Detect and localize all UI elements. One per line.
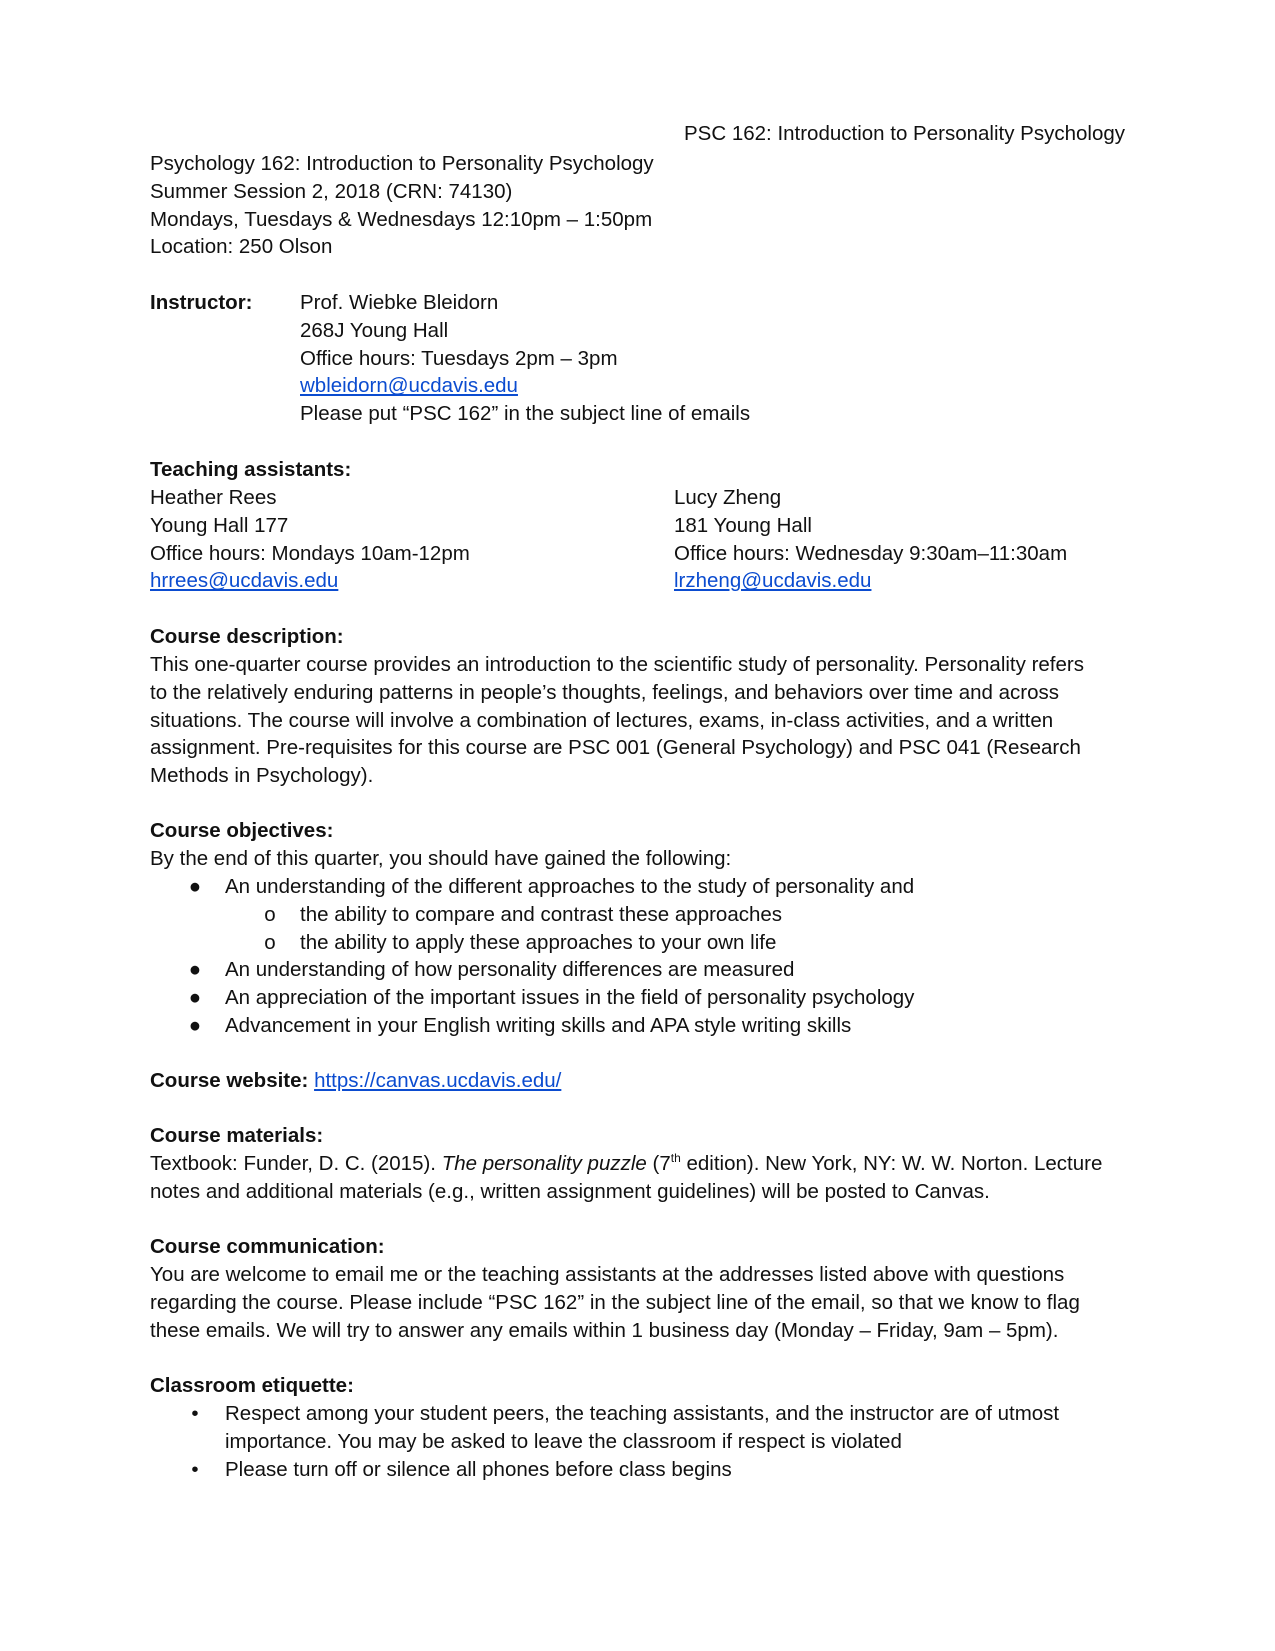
course-communication-text xyxy=(150,1261,1130,1344)
ta-section-title: Teaching assistants: xyxy=(150,458,352,481)
course-materials-line: notes and additional materials (e.g., written assignment guidelines) will be posted to Canvas. xyxy=(150,1180,990,1203)
bullet-icon: ● xyxy=(188,986,202,1010)
list-item: • Please turn off or silence all phones before class begins xyxy=(150,1456,1130,1484)
instructor-block xyxy=(300,289,750,428)
course-website-row xyxy=(150,1067,561,1095)
course-materials-line: Textbook: Funder, D. C. (2015). The personality puzzle (7th edition). New York, NY: W. W. Norton. Lecture xyxy=(150,1151,1103,1175)
sub-bullet-icon: o xyxy=(264,930,276,954)
paragraph-line: regarding the course. Please include “PSC 162” in the subject line of the email, so that we know to flag xyxy=(150,1290,1080,1314)
paragraph-line: to the relatively enduring patterns in people’s thoughts, feelings, and behaviors over time and across xyxy=(150,680,1060,704)
list-item: • Respect among your student peers, the teaching assistants, and the instructor are of utmost xyxy=(150,1400,1130,1428)
ta-name: Lucy Zheng xyxy=(674,486,782,509)
bullet-icon: ● xyxy=(188,1013,202,1037)
course-session: Summer Session 2, 2018 (CRN: 74130) xyxy=(150,179,513,203)
list-item: ● An appreciation of the important issues in the field of personality psychology xyxy=(150,984,1130,1012)
ta-card xyxy=(150,484,470,595)
course-objectives-title: Course objectives: xyxy=(150,819,334,842)
ta-hours: Office hours: Mondays 10am-12pm xyxy=(150,541,470,565)
course-info xyxy=(150,150,654,261)
ta-office: 181 Young Hall xyxy=(674,513,812,537)
course-description-text xyxy=(150,651,1130,790)
course-description-title: Course description: xyxy=(150,625,344,648)
ta-email-link[interactable]: hrrees@ucdavis.edu xyxy=(150,569,339,593)
paragraph-line: You are welcome to email me or the teaching assistants at the addresses listed above with questions xyxy=(150,1263,1065,1286)
bullet-icon: ● xyxy=(188,875,202,898)
paragraph-line: Methods in Psychology). xyxy=(150,764,374,788)
classroom-etiquette-title: Classroom etiquette: xyxy=(150,1374,354,1397)
book-title: The personality puzzle xyxy=(441,1152,647,1175)
instructor-label: Instructor: xyxy=(150,291,253,314)
list-item: o the ability to apply these approaches to your own life xyxy=(150,929,1130,957)
instructor-hours: Office hours: Tuesdays 2pm – 3pm xyxy=(300,346,618,370)
ta-card xyxy=(674,484,1067,595)
course-website-link[interactable]: https://canvas.ucdavis.edu/ xyxy=(314,1069,562,1092)
bullet-icon: • xyxy=(191,1402,199,1425)
course-materials-title: Course materials: xyxy=(150,1124,324,1147)
sub-bullet-icon: o xyxy=(264,902,276,926)
instructor-email-link[interactable]: wbleidorn@ucdavis.edu xyxy=(300,374,518,398)
course-website-label: Course website: xyxy=(150,1069,309,1092)
paragraph-line: situations. The course will involve a combination of lectures, exams, in-class activities, and a written xyxy=(150,708,1054,732)
course-schedule: Mondays, Tuesdays & Wednesdays 12:10pm – 1:50pm xyxy=(150,207,653,231)
etiquette-list xyxy=(150,1400,1130,1483)
list-item: ● Advancement in your English writing skills and APA style writing skills xyxy=(150,1012,1130,1040)
running-header: PSC 162: Introduction to Personality Psychology xyxy=(684,122,1125,145)
course-location: Location: 250 Olson xyxy=(150,235,333,259)
ta-name: Heather Rees xyxy=(150,486,277,509)
paragraph-line: these emails. We will try to answer any emails within 1 business day (Monday – Friday, 9am – 5pm). xyxy=(150,1318,1059,1342)
list-item: o the ability to compare and contrast these approaches xyxy=(150,901,1130,929)
ta-office: Young Hall 177 xyxy=(150,513,289,537)
list-item: ● An understanding of how personality differences are measured xyxy=(150,956,1130,984)
ta-email-link[interactable]: lrzheng@ucdavis.edu xyxy=(674,569,872,593)
paragraph-line: assignment. Pre-requisites for this course are PSC 001 (General Psychology) and PSC 041 (Research xyxy=(150,736,1081,760)
ta-hours: Office hours: Wednesday 9:30am–11:30am xyxy=(674,541,1068,565)
course-objectives-intro: By the end of this quarter, you should have gained the following: xyxy=(150,847,732,870)
instructor-name: Prof. Wiebke Bleidorn xyxy=(300,291,499,314)
list-item: ● An understanding of the different approaches to the study of personality and xyxy=(150,873,1130,901)
bullet-icon: ● xyxy=(188,958,202,982)
list-item-continuation: importance. You may be asked to leave the classroom if respect is violated xyxy=(225,1429,902,1453)
course-communication-title: Course communication: xyxy=(150,1235,385,1258)
paragraph-line: This one-quarter course provides an introduction to the scientific study of personality. Personality refers xyxy=(150,653,1084,676)
bullet-icon: • xyxy=(191,1457,199,1481)
instructor-note: Please put “PSC 162” in the subject line of emails xyxy=(300,402,751,426)
objectives-list xyxy=(150,873,1130,1040)
instructor-office: 268J Young Hall xyxy=(300,318,449,342)
course-title: Psychology 162: Introduction to Personality Psychology xyxy=(150,152,654,175)
